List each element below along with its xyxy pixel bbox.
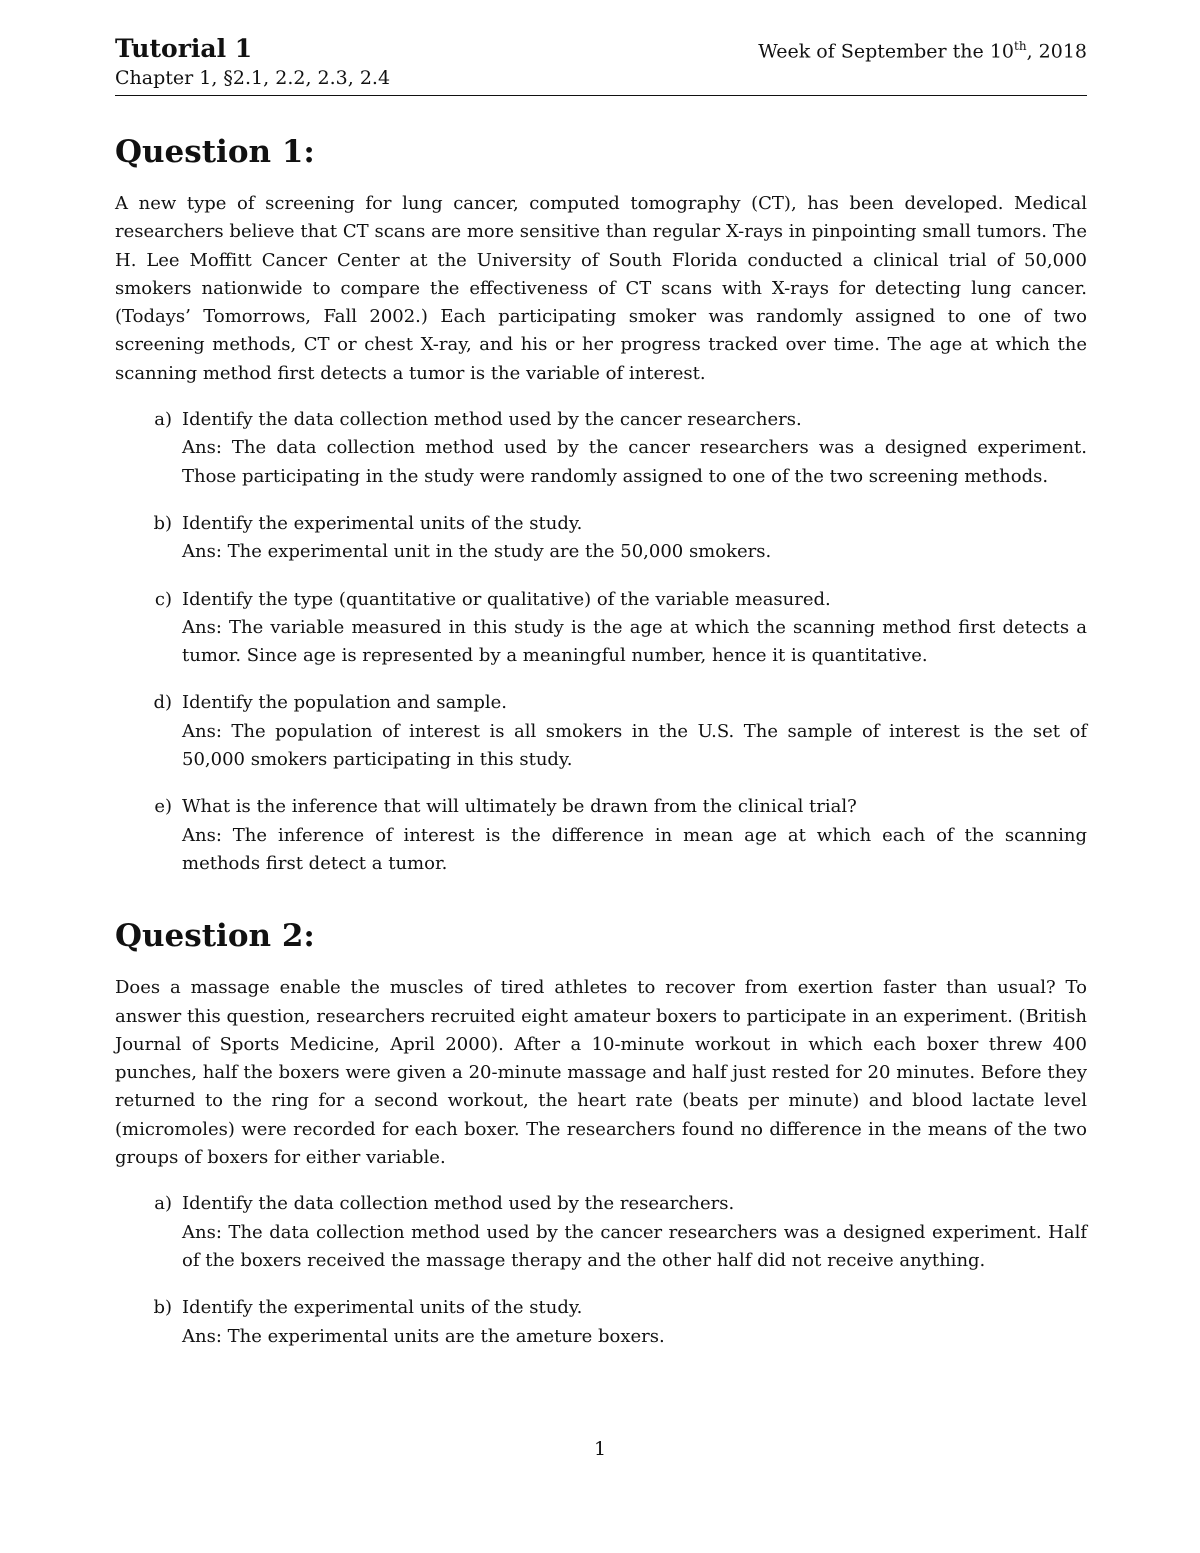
chapter-line: Chapter 1, §2.1, 2.2, 2.3, 2.4: [115, 67, 391, 89]
list-item: [115, 1294, 1087, 1351]
part-question: What is the inference that will ultimately be drawn from the clinical trial?: [182, 796, 857, 818]
part-answer: Ans: The data collection method used by the cancer researchers was a designed experiment. Those participating in the study were randomly assigned to one of the two screening methods.: [182, 437, 1087, 487]
part-question: Identify the experimental units of the study.: [182, 512, 583, 534]
part-label: a): [154, 409, 172, 431]
list-item: [115, 1190, 1087, 1275]
week-date: [758, 39, 1087, 62]
date-prefix: Week of September the 10: [758, 40, 1014, 62]
part-question: Identify the population and sample.: [182, 692, 507, 714]
part-label: c): [154, 588, 172, 610]
question-1-parts: [115, 406, 1087, 878]
header-rule: [115, 95, 1087, 96]
date-suffix: , 2018: [1026, 40, 1087, 62]
part-answer: Ans: The population of interest is all smokers in the U.S. The sample of interest is the set of 50,000 smokers participating in this study.: [182, 720, 1087, 771]
part-label: a): [154, 1193, 172, 1215]
page-number: 1: [593, 1438, 607, 1460]
question-2-parts: [115, 1190, 1087, 1350]
part-answer: Ans: The experimental units are the ameture boxers.: [182, 1325, 665, 1347]
part-answer: Ans: The variable measured in this study is the age at which the scanning method first detects a tumor. Since age is represented by a meaningful number, hence it is quantitative.: [182, 616, 1087, 667]
question-1-paragraph: A new type of screening for lung cancer, computed tomography (CT), has been developed. Medical researchers believe that CT scans are more sensitive than regular X-rays in pinpointing small tumors. The H. Lee Moffitt Cancer Center at the University of South Florida conducted a clinical trial of 50,000 smokers nationwide to compare the effectiveness of CT scans with X-rays for detecting lung cancer. (Todays’ Tomorrows, Fall 2002.) Each participating smoker was randomly assigned to one of two screening methods, CT or chest X-ray, and his or her progress tracked over time. The age at which the scanning method first detects a tumor is the variable of interest.: [115, 193, 1087, 384]
list-item: [115, 586, 1087, 671]
part-question: Identify the data collection method used by the researchers.: [182, 1193, 735, 1215]
part-answer: Ans: The inference of interest is the difference in mean age at which each of the scanning methods first detect a tumor.: [182, 824, 1087, 874]
part-question: Identify the experimental units of the study.: [182, 1297, 583, 1319]
part-label: e): [154, 796, 172, 818]
question-2-paragraph: Does a massage enable the muscles of tired athletes to recover from exertion faster than usual? To answer this question, researchers recruited eight amateur boxers to participate in an experiment. (British Journal of Sports Medicine, April 2000). After a 10-minute workout in which each boxer threw 400 punches, half the boxers were given a 20-minute massage and half just rested for 20 minutes. Before they returned to the ring for a second workout, the heart rate (beats per minute) and blood lactate level (micromoles) were recorded for each boxer. The researchers found no difference in the means of the two groups of boxers for either variable.: [115, 977, 1087, 1169]
tutorial-title: Tutorial 1: [115, 34, 253, 63]
part-answer: Ans: The data collection method used by the cancer researchers was a designed experiment. Half of the boxers received the massage therapy and the other half did not receive anything.: [182, 1221, 1087, 1271]
list-item: [115, 689, 1087, 774]
part-label: b): [153, 512, 172, 534]
list-item: [115, 793, 1087, 878]
part-question: Identify the type (quantitative or qualitative) of the variable measured.: [182, 588, 831, 610]
question-2-title: Question 2:: [115, 918, 315, 955]
list-item: [115, 406, 1087, 491]
list-item: [115, 510, 1087, 567]
part-answer: Ans: The experimental unit in the study are the 50,000 smokers.: [182, 541, 772, 563]
question-1-title: Question 1:: [115, 134, 315, 170]
page-header: [115, 34, 1087, 63]
document-page: [115, 34, 1087, 1370]
date-superscript: th: [1014, 38, 1027, 53]
part-label: b): [153, 1297, 172, 1319]
part-question: Identify the data collection method used by the cancer researchers.: [182, 409, 802, 431]
part-label: d): [153, 692, 172, 714]
